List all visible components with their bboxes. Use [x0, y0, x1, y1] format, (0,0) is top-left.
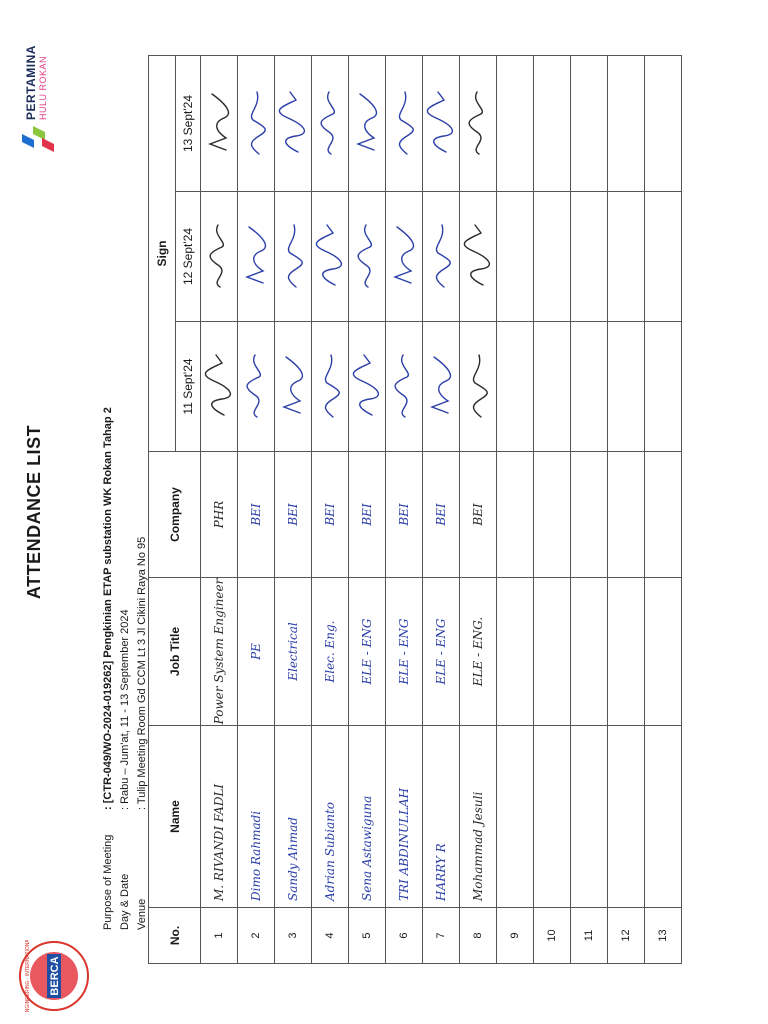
- cell-job-title: [534, 578, 571, 726]
- cell-job-title: [571, 578, 608, 726]
- cell-sign-day-3: [608, 56, 645, 192]
- cell-sign-day-2: [238, 192, 275, 322]
- signature-stroke: [358, 226, 371, 288]
- cell-name: [571, 726, 608, 908]
- signature-mark: [278, 352, 308, 422]
- date-label: Day & Date: [119, 873, 131, 930]
- cell-company: [238, 452, 275, 578]
- signature-stroke: [395, 356, 408, 418]
- cell-sign-day-2: [534, 192, 571, 322]
- signature-stroke: [210, 95, 228, 151]
- signature-stroke: [436, 226, 450, 288]
- header-company: Company: [149, 452, 201, 578]
- cell-name: [386, 726, 423, 908]
- cell-sign-day-2: [608, 192, 645, 322]
- cell-no: 1: [201, 908, 238, 964]
- signature-mark: [315, 352, 345, 422]
- signature-mark: [463, 352, 493, 422]
- cell-sign-day-2: [497, 192, 534, 322]
- signature-stroke: [210, 226, 223, 288]
- signature-stroke: [247, 228, 265, 284]
- cell-job-title: [201, 578, 238, 726]
- signature-stroke: [251, 93, 265, 155]
- header-no: No.: [149, 908, 201, 964]
- signature-mark: [241, 222, 271, 292]
- cell-name-text: Dimo Rahmadi: [249, 810, 263, 901]
- cell-company: [312, 452, 349, 578]
- signature-mark: [463, 89, 493, 159]
- cell-company: [571, 452, 608, 578]
- signature-stroke: [473, 356, 487, 418]
- cell-company-text: BEI: [249, 503, 263, 526]
- cell-name-text: TRI ABDINULLAH: [397, 787, 411, 901]
- signature-stroke: [321, 93, 334, 155]
- table-row: [645, 56, 682, 964]
- cell-sign-day-2: [423, 192, 460, 322]
- cell-sign-day-1: [608, 322, 645, 452]
- cell-company: [497, 452, 534, 578]
- cell-company-text: BEI: [360, 503, 374, 526]
- cell-sign-day-3: [349, 56, 386, 192]
- cell-sign-day-3: [534, 56, 571, 192]
- signature-stroke: [279, 93, 304, 153]
- signature-mark: [204, 89, 234, 159]
- cell-job-title: [238, 578, 275, 726]
- cell-no: 3: [275, 908, 312, 964]
- signature-mark: [352, 222, 382, 292]
- cell-sign-day-3: [497, 56, 534, 192]
- cell-no: 5: [349, 908, 386, 964]
- table-row: [534, 56, 571, 964]
- cell-job-title: [312, 578, 349, 726]
- cell-sign-day-3: [238, 56, 275, 192]
- cell-sign-day-2: [275, 192, 312, 322]
- header-day-1: 11 Sept'24: [176, 322, 201, 452]
- cell-sign-day-1: [534, 322, 571, 452]
- signature-mark: [241, 352, 271, 422]
- cell-sign-day-1: [645, 322, 682, 452]
- cell-job-title: [608, 578, 645, 726]
- purpose-label: Purpose of Meeting: [102, 834, 114, 930]
- header-sign: Sign: [149, 56, 176, 452]
- cell-job-title: [460, 578, 497, 726]
- cell-no: 2: [238, 908, 275, 964]
- signature-stroke: [353, 356, 378, 416]
- cell-name: [201, 726, 238, 908]
- signature-stroke: [427, 93, 452, 153]
- purpose-value: : [CTR-049/WO-2024-019262] Pengkinian ETAP substation WK Rokan Tahap 2: [102, 407, 114, 810]
- signature-mark: [426, 352, 456, 422]
- cell-sign-day-1: [497, 322, 534, 452]
- purpose-row: [100, 407, 117, 930]
- cell-no: 6: [386, 908, 423, 964]
- signature-mark: [204, 222, 234, 292]
- signature-stroke: [205, 356, 230, 416]
- cell-name: [238, 726, 275, 908]
- date-value: : Rabu – Jum'at, 11 - 13 September 2024: [119, 609, 131, 810]
- signature-stroke: [358, 95, 376, 151]
- table-row: [238, 56, 275, 964]
- cell-job-title: [275, 578, 312, 726]
- cell-sign-day-2: [571, 192, 608, 322]
- table-row: [275, 56, 312, 964]
- cell-company-text: BEI: [434, 503, 448, 526]
- date-row: [117, 407, 134, 930]
- cell-company: [201, 452, 238, 578]
- cell-company-text: BEI: [286, 503, 300, 526]
- cell-sign-day-3: [201, 56, 238, 192]
- attendance-table: [148, 55, 682, 964]
- cell-name-text: Mohammad Jesuli: [471, 791, 485, 901]
- document-title: ATTENDANCE LIST: [24, 424, 44, 600]
- cell-name-text: HARRY R: [434, 843, 448, 901]
- header-job-title: Job Title: [149, 578, 201, 726]
- cell-company: [460, 452, 497, 578]
- signature-mark: [204, 352, 234, 422]
- cell-job-title-text: ELE - ENG: [434, 618, 448, 685]
- table-row: [571, 56, 608, 964]
- cell-job-title: [497, 578, 534, 726]
- signature-mark: [389, 89, 419, 159]
- signature-mark: [315, 222, 345, 292]
- signature-mark: [315, 89, 345, 159]
- cell-job-title-text: ELE - ENG.: [471, 616, 485, 687]
- cell-sign-day-1: [460, 322, 497, 452]
- cell-no: 7: [423, 908, 460, 964]
- table-row: [497, 56, 534, 964]
- cell-job-title: [645, 578, 682, 726]
- table-row: [349, 56, 386, 964]
- cell-name-text: Sandy Ahmad: [286, 817, 300, 901]
- pertamina-logo: [20, 12, 64, 152]
- cell-sign-day-1: [423, 322, 460, 452]
- cell-company: [534, 452, 571, 578]
- cell-company: [645, 452, 682, 578]
- pertamina-logo-text: PERTAMINA: [24, 45, 38, 120]
- cell-name: [423, 726, 460, 908]
- cell-sign-day-3: [423, 56, 460, 192]
- cell-sign-day-1: [275, 322, 312, 452]
- cell-company-text: BEI: [471, 503, 485, 526]
- signature-mark: [389, 222, 419, 292]
- cell-company-text: BEI: [397, 503, 411, 526]
- table-row: [201, 56, 238, 964]
- cell-sign-day-2: [460, 192, 497, 322]
- venue-label: Venue: [136, 898, 148, 930]
- cell-sign-day-2: [201, 192, 238, 322]
- cell-name-text: M. RIVANDI FADLI: [212, 783, 226, 901]
- signature-stroke: [288, 226, 302, 288]
- cell-job-title: [423, 578, 460, 726]
- cell-name: [645, 726, 682, 908]
- signature-mark: [426, 222, 456, 292]
- table-row: [460, 56, 497, 964]
- cell-sign-day-3: [571, 56, 608, 192]
- cell-name: [349, 726, 386, 908]
- cell-company: [275, 452, 312, 578]
- table-row: [386, 56, 423, 964]
- cell-sign-day-3: [312, 56, 349, 192]
- cell-company: [608, 452, 645, 578]
- cell-company: [349, 452, 386, 578]
- cell-name: [312, 726, 349, 908]
- signature-mark: [426, 89, 456, 159]
- signature-stroke: [284, 358, 302, 414]
- cell-sign-day-1: [571, 322, 608, 452]
- cell-no: 11: [571, 908, 608, 964]
- signature-mark: [463, 222, 493, 292]
- cell-job-title-text: Power System Engineer: [212, 578, 226, 725]
- cell-job-title-text: ELE - ENG: [360, 618, 374, 685]
- cell-no: 4: [312, 908, 349, 964]
- cell-name: [534, 726, 571, 908]
- cell-name: [497, 726, 534, 908]
- cell-job-title-text: Electrical: [286, 622, 300, 681]
- cell-no: 10: [534, 908, 571, 964]
- cell-company: [386, 452, 423, 578]
- cell-name: [460, 726, 497, 908]
- signature-stroke: [395, 228, 413, 284]
- table-row: [312, 56, 349, 964]
- venue-value: : Tulip Meeting Room Gd CCM Lt 3 Jl Cikini Raya No 95: [136, 536, 148, 810]
- cell-sign-day-1: [201, 322, 238, 452]
- cell-sign-day-1: [238, 322, 275, 452]
- berca-logo-text: BERCA: [49, 956, 61, 996]
- cell-sign-day-2: [645, 192, 682, 322]
- pertamina-mark-icon: [22, 122, 56, 152]
- cell-sign-day-3: [645, 56, 682, 192]
- cell-job-title-text: ELE - ENG: [397, 618, 411, 685]
- signature-mark: [241, 89, 271, 159]
- cell-sign-day-1: [349, 322, 386, 452]
- cell-name: [275, 726, 312, 908]
- cell-job-title: [386, 578, 423, 726]
- header-day-3: 13 Sept'24: [176, 56, 201, 192]
- cell-sign-day-3: [275, 56, 312, 192]
- header-day-2: 12 Sept'24: [176, 192, 201, 322]
- berca-logo-ring-text: ENGINEERING · INTERNATIONAL: [25, 940, 31, 1012]
- signature-stroke: [464, 226, 489, 286]
- signature-stroke: [432, 358, 450, 414]
- cell-sign-day-2: [349, 192, 386, 322]
- cell-job-title-text: PE: [249, 643, 263, 660]
- attendance-rows: [201, 56, 682, 964]
- cell-sign-day-3: [386, 56, 423, 192]
- signature-mark: [389, 352, 419, 422]
- cell-name-text: Adrian Subianto: [323, 801, 337, 901]
- signature-mark: [352, 352, 382, 422]
- cell-name: [608, 726, 645, 908]
- cell-sign-day-1: [312, 322, 349, 452]
- cell-no: 9: [497, 908, 534, 964]
- signature-mark: [278, 89, 308, 159]
- cell-job-title-text: Elec. Eng.: [323, 620, 337, 683]
- signature-stroke: [316, 226, 341, 286]
- cell-sign-day-2: [312, 192, 349, 322]
- signature-stroke: [399, 93, 413, 155]
- cell-sign-day-1: [386, 322, 423, 452]
- header-name: Name: [149, 726, 201, 908]
- cell-no: 12: [608, 908, 645, 964]
- cell-company-text: BEI: [323, 503, 337, 526]
- cell-company-text: PHR: [212, 500, 226, 529]
- cell-no: 13: [645, 908, 682, 964]
- cell-job-title: [349, 578, 386, 726]
- table-row: [423, 56, 460, 964]
- cell-sign-day-3: [460, 56, 497, 192]
- signature-stroke: [325, 356, 339, 418]
- cell-sign-day-2: [386, 192, 423, 322]
- signature-stroke: [469, 93, 482, 155]
- signature-stroke: [247, 356, 260, 418]
- signature-mark: [352, 89, 382, 159]
- signature-mark: [278, 222, 308, 292]
- meeting-info: [100, 407, 151, 930]
- cell-company: [423, 452, 460, 578]
- table-row: [608, 56, 645, 964]
- cell-no: 8: [460, 908, 497, 964]
- pertamina-logo-subtext: HULU ROKAN: [38, 55, 48, 120]
- cell-name-text: Sena Astawiguna: [360, 795, 374, 901]
